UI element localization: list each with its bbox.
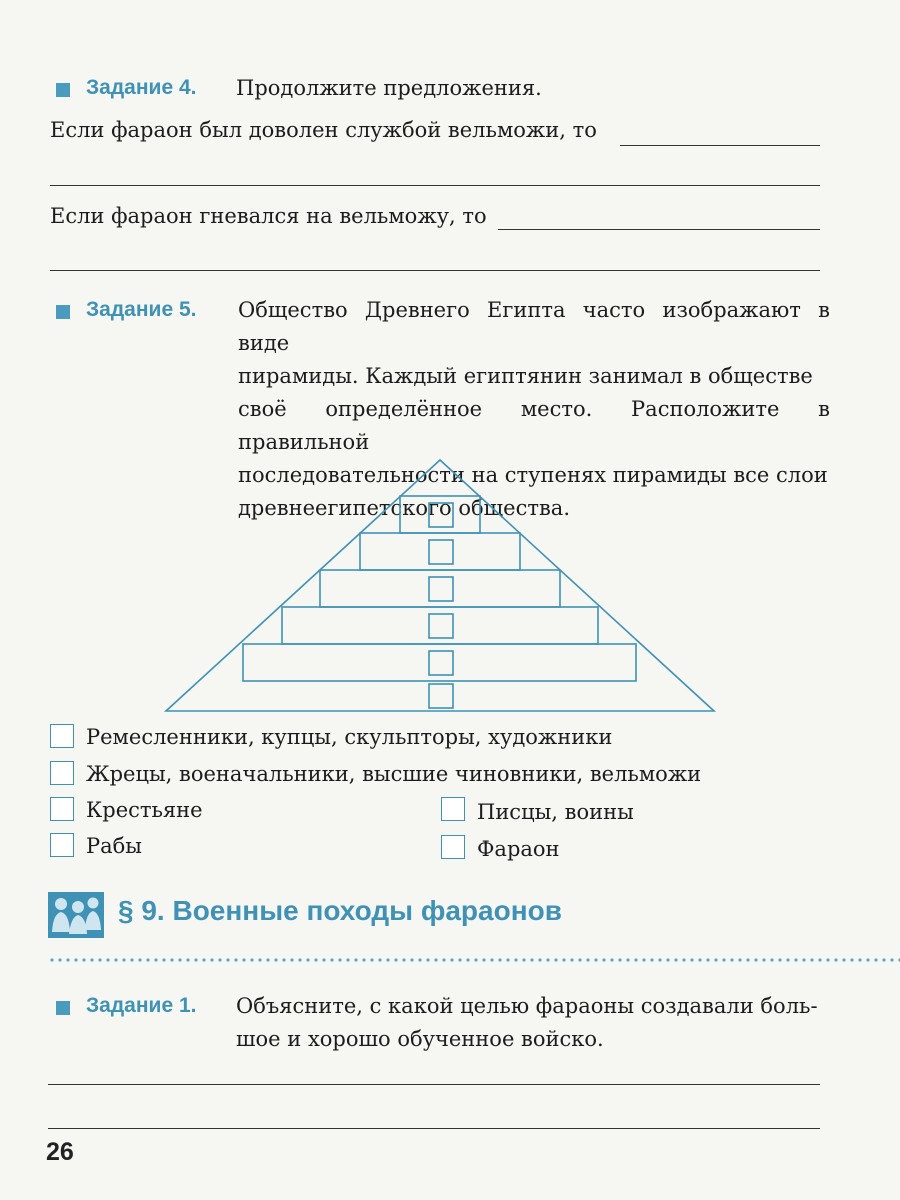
pyramid-answer-box-3 <box>429 577 453 601</box>
task5-label: Задание 5. <box>86 298 197 321</box>
option-checkbox-artisans[interactable] <box>50 724 74 748</box>
task1-bullet-icon <box>56 1001 70 1015</box>
task1-text <box>236 990 832 1056</box>
section-title: § 9. Военные походы фараонов <box>118 895 562 926</box>
task4-answer-line-1b[interactable] <box>50 185 820 186</box>
task4-sentence1: Если фараон был доволен службой вельможи, то <box>50 118 597 142</box>
page-number: 26 <box>46 1138 74 1166</box>
pyramid-answer-box-1 <box>429 503 453 527</box>
pyramid-answer-box-2 <box>429 540 453 564</box>
task1-answer-line-1[interactable] <box>48 1084 820 1085</box>
option-checkbox-scribes[interactable] <box>441 797 465 821</box>
option-label-peasants: Крестьяне <box>86 798 203 822</box>
option-checkbox-priests[interactable] <box>50 761 74 785</box>
task5-text-line: своё определённое место. Расположите в правильной <box>238 397 830 454</box>
task4-instruction: Продолжите предложения. <box>236 76 542 100</box>
task5-bullet-icon <box>56 305 70 319</box>
pyramid-answer-box-5 <box>429 651 453 675</box>
task4-bullet-icon <box>56 83 70 97</box>
task5-text-line: древнеегипетского общества. <box>238 496 571 520</box>
option-label-artisans: Ремесленники, купцы, скульпторы, художники <box>86 725 613 749</box>
task4-label: Задание 4. <box>86 76 197 99</box>
option-label-priests: Жрецы, военачальники, высшие чиновники, вельможи <box>86 762 702 786</box>
task4-sentence2: Если фараон гневался на вельможу, то <box>50 204 487 228</box>
option-checkbox-peasants[interactable] <box>50 797 74 821</box>
task1-answer-line-2[interactable] <box>48 1128 820 1129</box>
option-checkbox-pharaoh[interactable] <box>441 835 465 859</box>
task5-text-line: пирамиды. Каждый египтянин занимал в обществе <box>238 364 813 388</box>
pyramid-outline <box>166 460 714 711</box>
task4-answer-line-2a[interactable] <box>498 229 820 230</box>
task5-text-line: Общество Древнего Египта часто изображают в виде <box>238 298 830 355</box>
option-label-slaves: Рабы <box>86 834 143 858</box>
people-illustration-icon <box>48 892 104 938</box>
task1-label: Задание 1. <box>86 994 197 1017</box>
task5-text-line: последовательности на ступенях пирамиды все слои <box>238 463 828 487</box>
option-checkbox-slaves[interactable] <box>50 833 74 857</box>
option-label-pharaoh: Фараон <box>477 837 560 861</box>
option-label-scribes: Писцы, воины <box>477 800 634 824</box>
pyramid-answer-box-4 <box>429 614 453 638</box>
pyramid-answer-box-6 <box>429 684 453 708</box>
section-divider <box>48 958 900 962</box>
pyramid-diagram <box>160 455 720 720</box>
task1-text-line: Объясните, с какой целью фараоны создавали боль- <box>236 994 818 1018</box>
task4-answer-line-1a[interactable] <box>620 145 820 146</box>
task4-answer-line-2b[interactable] <box>50 270 820 271</box>
task1-text-line: шое и хорошо обученное войско. <box>236 1027 604 1051</box>
